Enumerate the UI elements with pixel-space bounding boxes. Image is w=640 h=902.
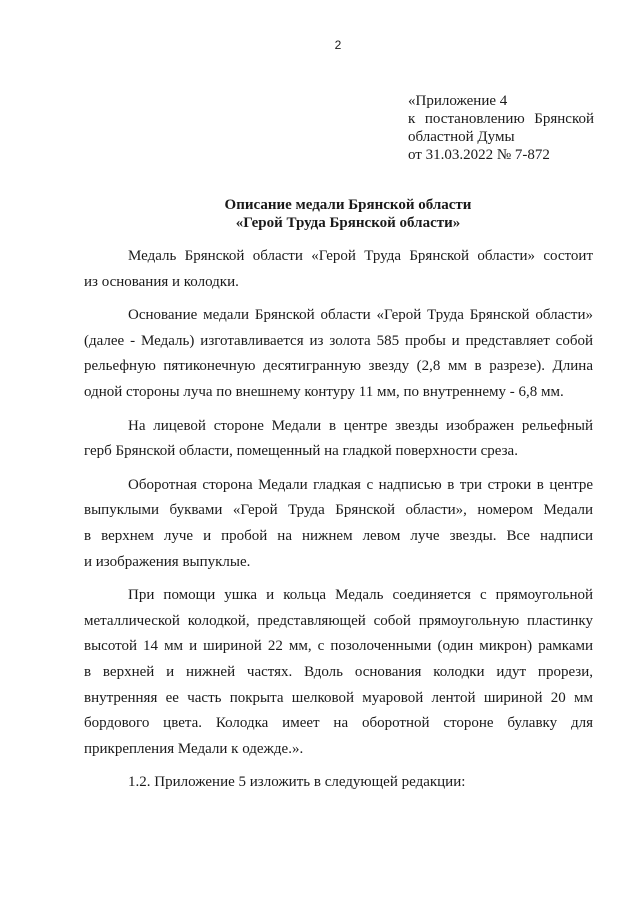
paragraph-line: в верхней и нижней частях. Вдоль основания колодки идут прорези,: [84, 663, 593, 680]
paragraph: [84, 244, 593, 295]
paragraph: [84, 583, 593, 762]
appendix-line-2: к постановлению Брянской: [408, 111, 594, 127]
appendix-header: [408, 92, 594, 164]
appendix-line-3: областной Думы: [408, 129, 515, 145]
appendix-line-1: «Приложение 4: [408, 93, 508, 109]
paragraph-line: Медаль Брянской области «Герой Труда Брянской области» состоит: [128, 248, 593, 264]
paragraph-line: из основания и колодки.: [84, 273, 239, 290]
paragraph-line: прикрепления Медали к одежде.».: [84, 740, 304, 757]
paragraph-line: герб Брянской области, помещенный на гладкой поверхности среза.: [84, 443, 518, 460]
paragraph-line: бордового цвета. Колодка имеет на оборотной стороне булавку для: [84, 715, 593, 732]
page-number: 2: [334, 38, 342, 52]
paragraph-line: На лицевой стороне Медали в центре звезды изображен рельефный: [128, 417, 593, 434]
paragraph-line: Оборотная сторона Медали гладкая с надписью в три строки в центре: [128, 476, 593, 493]
paragraph-line: рельефную пятиконечную десятигранную звезду (2,8 мм в разрезе). Длина: [84, 358, 593, 375]
paragraph-line: высотой 14 мм и шириной 22 мм, с позолоченными (один микрон) рамками: [84, 638, 593, 655]
paragraph: [84, 473, 593, 575]
title-line-1: Описание медали Брянской области: [224, 197, 472, 213]
title-line-2: «Герой Труда Брянской области»: [235, 215, 461, 231]
paragraph-line: в верхнем луче и пробой на нижнем левом луче звезды. Все надписи: [84, 527, 593, 544]
paragraph-line: металлической колодкой, представляющей собой прямоугольную пластинку: [84, 612, 593, 629]
paragraph-line: выпуклыми буквами «Герой Труда Брянской области», номером Медали: [84, 502, 593, 519]
paragraph: [84, 303, 593, 405]
paragraph: [84, 414, 593, 465]
document-body: [84, 244, 593, 804]
paragraph-line: При помощи ушка и кольца Медаль соединяется с прямоугольной: [128, 587, 593, 604]
document-title: [112, 196, 584, 232]
paragraph-line: Основание медали Брянской области «Герой Труда Брянской области»: [128, 307, 593, 324]
paragraph-line: внутренняя ее часть покрыта шелковой муаровой лентой шириной 20 мм: [84, 689, 593, 706]
paragraph-line: (далее - Медаль) изготавливается из золота 585 пробы и представляет собой: [84, 332, 593, 349]
paragraph-line: одной стороны луча по внешнему контуру 11 мм, по внутреннему - 6,8 мм.: [84, 383, 564, 400]
appendix-line-4: от 31.03.2022 № 7-872: [408, 147, 550, 163]
paragraph: [84, 770, 593, 796]
paragraph-line: 1.2. Приложение 5 изложить в следующей редакции:: [128, 774, 466, 791]
paragraph-line: и изображения выпуклые.: [84, 553, 251, 570]
